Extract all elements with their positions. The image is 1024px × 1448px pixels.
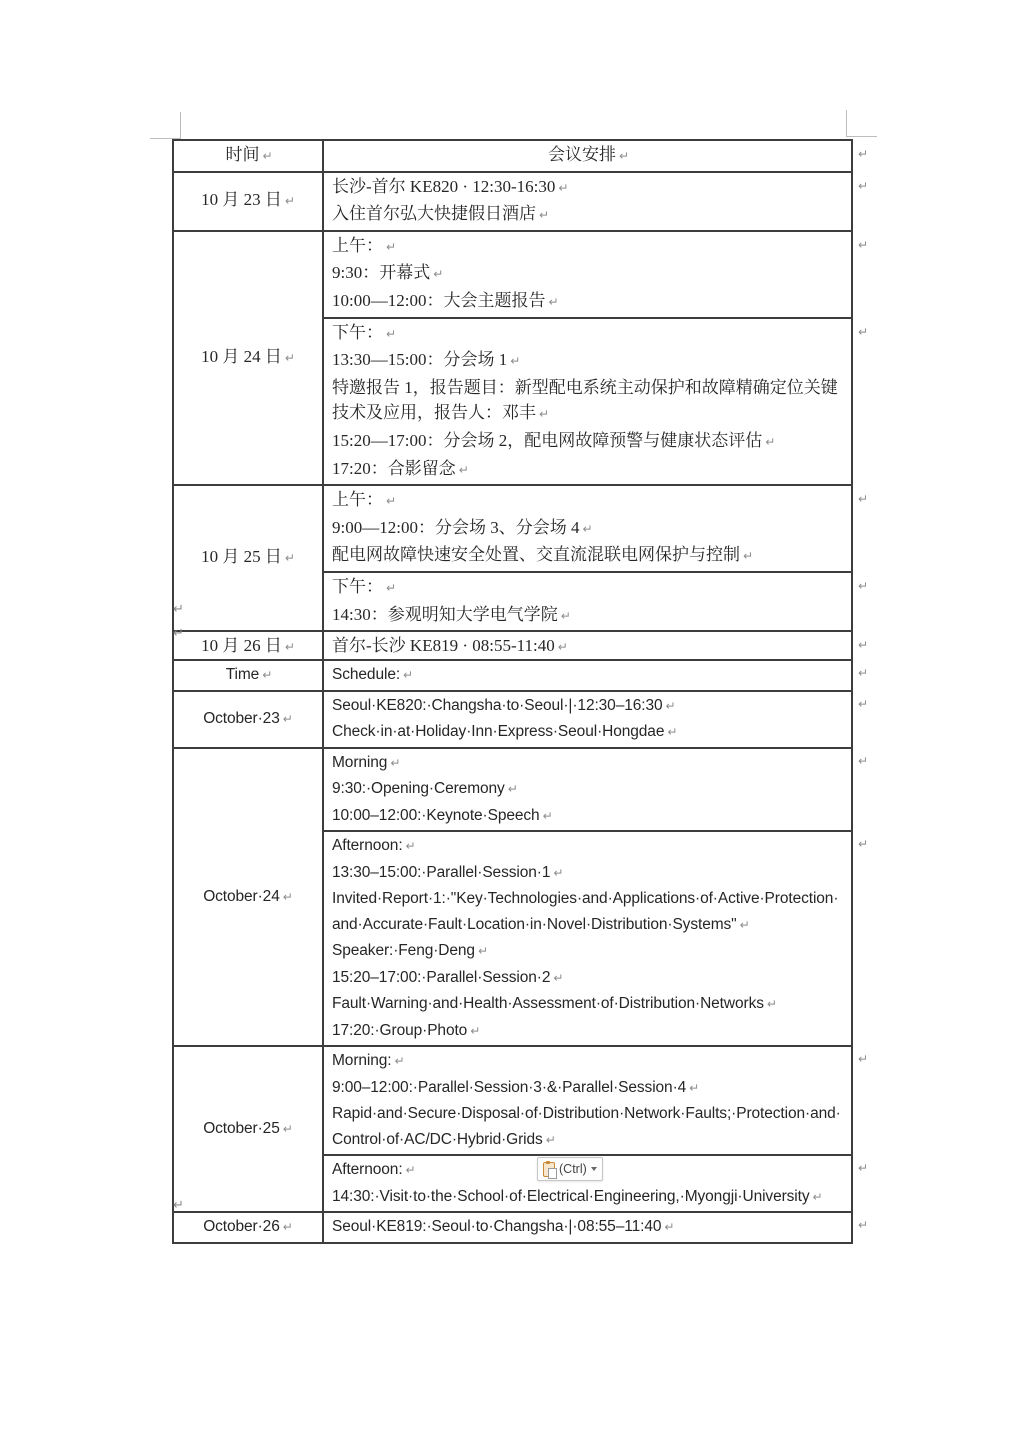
cn-header-time[interactable] — [173, 140, 323, 172]
end-of-row-mark — [858, 1156, 868, 1180]
paragraph-mark — [173, 624, 184, 642]
clipboard-paste-icon — [543, 1162, 555, 1177]
end-of-row-mark — [858, 632, 868, 657]
schedule-line[interactable]: 9:30：开幕式 ↵ — [332, 260, 845, 288]
header-label: 会议安排 ↵ — [548, 145, 629, 164]
date-label: 10 月 23 日 ↵ — [201, 190, 295, 209]
schedule-line[interactable]: 13:30—15:00：分会场 1 ↵ — [332, 347, 845, 375]
end-of-row-mark — [858, 173, 868, 198]
date-label: October·​26 ↵ — [203, 1218, 293, 1235]
end-of-row-mark — [858, 661, 868, 685]
paste-options-button[interactable] — [537, 1157, 603, 1181]
schedule-line[interactable]: Check·​in·​at·​Holiday·​Inn·​Express·​Seoul·​Hongdae ↵ — [332, 719, 845, 746]
schedule-line[interactable]: Afternoon: ↵ — [332, 833, 845, 860]
cn-cell-oct24-morning[interactable] — [323, 231, 852, 318]
cn-date-oct24[interactable] — [173, 231, 323, 485]
date-label: 10 月 25 日 ↵ — [201, 547, 295, 566]
end-of-row-mark — [858, 692, 868, 716]
en-cell-oct25-morning[interactable] — [323, 1046, 852, 1155]
en-cell-oct24-afternoon[interactable] — [323, 831, 852, 1046]
schedule-line[interactable]: 9:00–12:00:·​Parallel·​Session·​3·​&·​Parallel·​Session·​4 ↵ — [332, 1075, 845, 1102]
schedule-line[interactable]: 配电网故障快速安全处置、交直流混联电网保护与控制 ↵ — [332, 542, 845, 570]
table-row — [173, 1212, 878, 1243]
en-date-oct25[interactable] — [173, 1046, 323, 1212]
end-of-row-mark — [858, 1047, 868, 1071]
en-cell-oct26[interactable] — [323, 1212, 852, 1243]
schedule-line[interactable]: Morning ↵ — [332, 750, 845, 777]
schedule-line[interactable]: Fault·​Warning·​and·​Health·​Assessment·​of·​Distribution·​Networks ↵ — [332, 991, 845, 1018]
schedule-line[interactable]: Afternoon: ↵ — [332, 1157, 845, 1184]
schedule-line[interactable]: 长沙-首尔 KE820 · 12:30-16:30 ↵ — [332, 174, 845, 202]
schedule-line[interactable]: 9:30:·​Opening·​Ceremony ↵ — [332, 776, 845, 803]
cn-cell-oct26[interactable] — [323, 631, 852, 663]
paragraph-mark — [173, 1198, 184, 1213]
schedule-line[interactable]: Invited·​Report·​1:·​"Key·​Technologies·​and·​Applications·​of·​Active·​Protection·​and·​Accurate·​Fault·​Location·​in·​Novel·​Distribution·​Systems" ↵ — [332, 886, 845, 938]
table-row — [173, 631, 878, 663]
schedule-line[interactable]: Rapid·​and·​Secure·​Disposal·​of·​Distribution·​Network·​Faults;·​Protection·​and·​Control·​of·​AC/DC·​Hybrid·​Grids ↵ — [332, 1101, 845, 1153]
schedule-line[interactable]: 17:20：合影留念 ↵ — [332, 456, 845, 484]
table-row — [173, 660, 878, 691]
paragraph-mark — [173, 600, 184, 618]
schedule-line[interactable]: 9:00—12:00：分会场 3、分会场 4 ↵ — [332, 515, 845, 543]
table-row — [173, 140, 878, 172]
schedule-line[interactable]: 上午： ↵ — [332, 487, 845, 515]
schedule-line[interactable]: 首尔-长沙 KE819 · 08:55-11:40 ↵ — [332, 633, 845, 661]
date-label: 10 月 26 日 ↵ — [201, 636, 295, 655]
table-row — [173, 1046, 878, 1155]
schedule-line[interactable]: Seoul·​KE820:·​Changsha·​to·​Seoul·​|·​12:30–16:30 ↵ — [332, 693, 845, 720]
end-of-row-mark — [858, 832, 868, 856]
schedule-line[interactable]: 10:00–12:00:·​Keynote·​Speech ↵ — [332, 803, 845, 830]
schedule-line[interactable]: 17:20:·​Group·​Photo ↵ — [332, 1018, 845, 1045]
header-label: 时间 ↵ — [225, 145, 272, 164]
schedule-line[interactable]: Seoul·​KE819:·​Seoul·​to·​Changsha·​|·​08:55–11:40 ↵ — [332, 1214, 845, 1241]
schedule-line[interactable]: 15:20–17:00:·​Parallel·​Session·​2 ↵ — [332, 965, 845, 992]
en-cell-oct23[interactable] — [323, 691, 852, 748]
table-row — [173, 748, 878, 832]
table-row — [173, 691, 878, 748]
en-header-schedule[interactable] — [323, 660, 852, 691]
cn-date-oct23[interactable] — [173, 172, 323, 231]
schedule-line[interactable]: Morning: ↵ — [332, 1048, 845, 1075]
cn-cell-oct25-morning[interactable] — [323, 485, 852, 572]
en-date-oct24[interactable] — [173, 748, 323, 1047]
en-date-oct26[interactable] — [173, 1212, 323, 1243]
header-label: Schedule: ↵ — [332, 666, 413, 683]
date-label: October·​25 ↵ — [203, 1120, 293, 1137]
date-label: October·​23 ↵ — [203, 710, 293, 727]
end-of-row-mark — [858, 573, 868, 598]
date-label: October·​24 ↵ — [203, 888, 293, 905]
end-of-row-mark — [858, 232, 868, 257]
end-of-row-mark — [858, 749, 868, 773]
chinese-schedule-table — [172, 139, 879, 664]
header-label: Time ↵ — [226, 666, 273, 683]
date-label: 10 月 24 日 ↵ — [201, 347, 295, 366]
text-boundary-crop-mark-top-left — [150, 112, 181, 139]
cn-cell-oct23[interactable] — [323, 172, 852, 231]
text-boundary-crop-mark-top-right — [846, 110, 877, 137]
end-of-row-mark — [858, 141, 868, 166]
en-cell-oct24-morning[interactable] — [323, 748, 852, 832]
table-row — [173, 485, 878, 572]
english-schedule-table — [172, 659, 879, 1244]
cn-header-schedule[interactable] — [323, 140, 852, 172]
schedule-line[interactable]: 14:30:·​Visit·​to·​the·​School·​of·​Electrical·​Engineering,·​Myongji·​University ↵ — [332, 1184, 845, 1211]
schedule-line[interactable]: 13:30–15:00:·​Parallel·​Session·​1 ↵ — [332, 860, 845, 887]
schedule-line[interactable]: 14:30：参观明知大学电气学院 ↵ — [332, 602, 845, 630]
schedule-line[interactable]: 入住首尔弘大快捷假日酒店 ↵ — [332, 201, 845, 229]
cn-cell-oct24-afternoon[interactable] — [323, 318, 852, 486]
en-date-oct23[interactable] — [173, 691, 323, 748]
table-row — [173, 172, 878, 231]
en-header-time[interactable] — [173, 660, 323, 691]
en-cell-oct25-afternoon[interactable] — [323, 1155, 852, 1212]
table-row — [173, 231, 878, 318]
cn-date-oct26[interactable] — [173, 631, 323, 663]
schedule-line[interactable]: 10:00—12:00：大会主题报告 ↵ — [332, 288, 845, 316]
end-of-row-mark — [858, 1213, 868, 1237]
schedule-line[interactable]: 15:20—17:00：分会场 2，配电网故障预警与健康状态评估 ↵ — [332, 428, 845, 456]
schedule-line[interactable]: Speaker:·​Feng·​Deng ↵ — [332, 938, 845, 965]
schedule-line[interactable]: 上午： ↵ — [332, 233, 845, 261]
paste-options-label: (Ctrl) — [559, 1162, 587, 1176]
chevron-down-icon — [591, 1167, 597, 1171]
schedule-line[interactable]: 下午： ↵ — [332, 574, 845, 602]
end-of-row-mark — [858, 319, 868, 344]
cn-date-oct25[interactable] — [173, 485, 323, 631]
cn-cell-oct25-afternoon[interactable] — [323, 572, 852, 631]
schedule-line[interactable]: 下午： ↵ — [332, 320, 845, 348]
end-of-row-mark — [858, 486, 868, 511]
schedule-line[interactable]: 特邀报告 1，报告题目：新型配电系统主动保护和故障精确定位关键技术及应用，报告人：邓丰 ↵ — [332, 375, 845, 428]
